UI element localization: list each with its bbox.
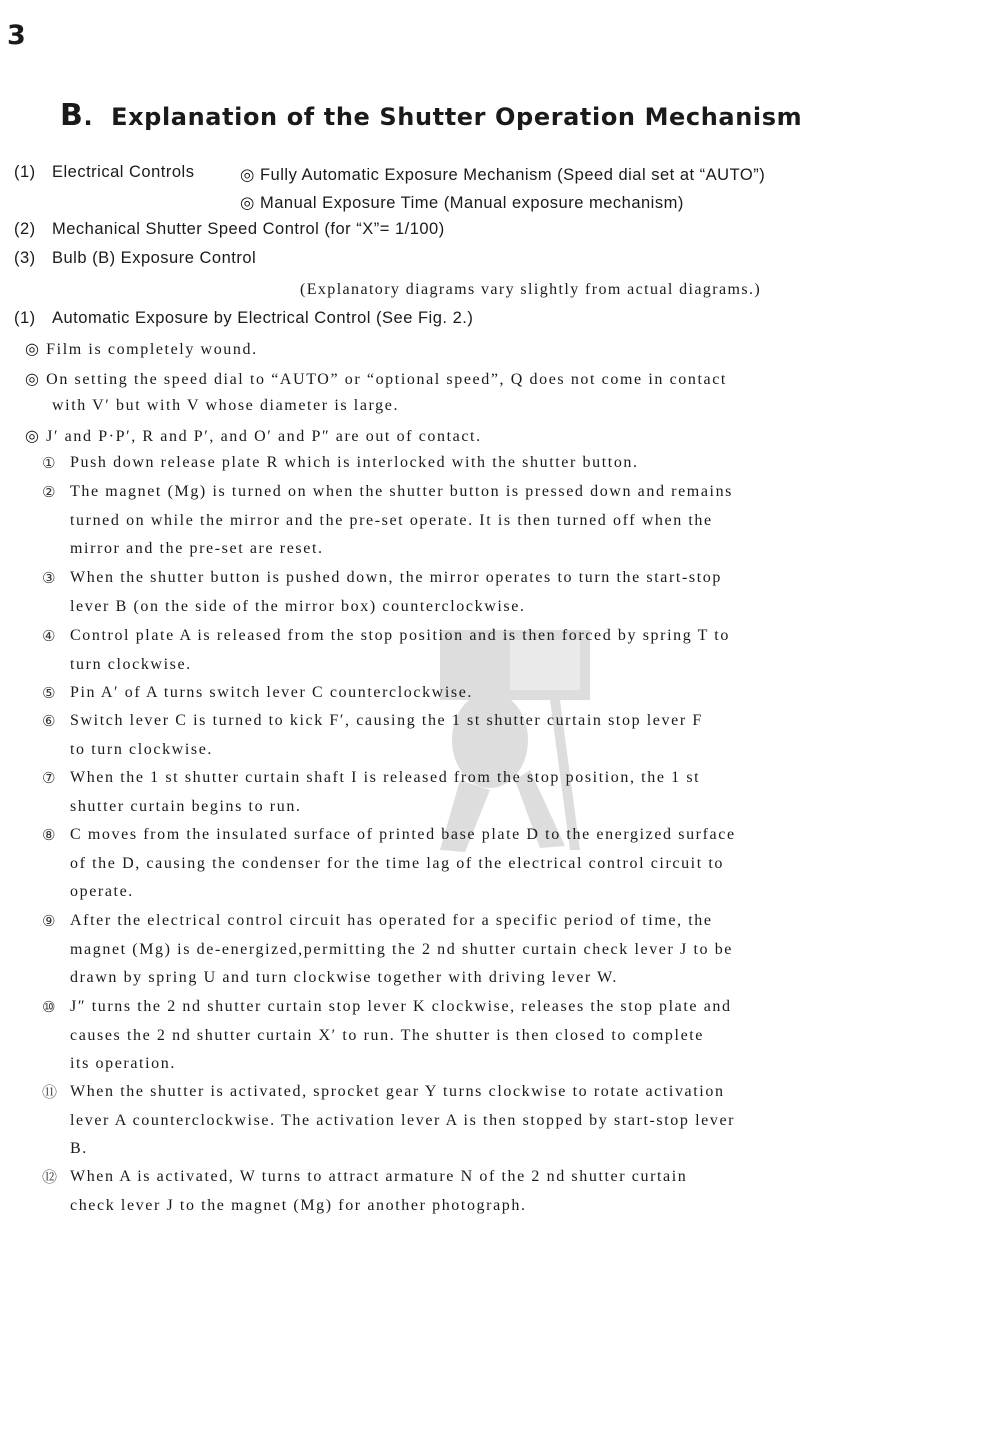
- step-line: lever A counterclockwise. The activation lever A is then stopped by start-stop lever: [70, 1111, 736, 1129]
- step-line: Control plate A is released from the stop position and is then forced by spring T to: [70, 627, 730, 644]
- step-marker: ⑫: [42, 1168, 59, 1186]
- step-line: turn clockwise.: [70, 655, 192, 673]
- step-line: When the shutter button is pushed down, the mirror operates to turn the start-stop: [70, 569, 722, 586]
- step-marker: ⑤: [42, 684, 58, 702]
- step-line: When A is activated, W turns to attract armature N of the 2 nd shutter curtain: [70, 1168, 688, 1185]
- step-marker: ⑥: [42, 712, 58, 730]
- step-marker: ⑪: [42, 1083, 59, 1101]
- step-line: After the electrical control circuit has operated for a specific period of time, the: [70, 912, 713, 929]
- step-line: its operation.: [70, 1055, 176, 1073]
- step-marker: ②: [42, 483, 58, 501]
- step-marker: ⑩: [42, 998, 58, 1016]
- step-marker: ①: [42, 454, 58, 472]
- step-line: C moves from the insulated surface of printed base plate D to the energized surface: [70, 826, 736, 843]
- step-line: check lever J to the magnet (Mg) for another photograph.: [70, 1196, 527, 1214]
- step-marker: ⑧: [42, 826, 58, 844]
- step-line: causes the 2 nd shutter curtain X′ to run. The shutter is then closed to complete: [70, 1026, 705, 1044]
- step-line: Switch lever C is turned to kick F′, causing the 1 st shutter curtain stop lever F: [70, 712, 703, 729]
- heading-dot: .: [83, 103, 94, 131]
- toc-number: (3): [14, 249, 36, 267]
- section-title: Automatic Exposure by Electrical Control (See Fig. 2.): [52, 309, 474, 327]
- step-line: turned on while the mirror and the pre-set operate. It is then turned off when the: [70, 511, 713, 529]
- step-marker: ⑨: [42, 912, 58, 930]
- toc-item: Electrical Controls: [52, 163, 195, 181]
- toc-number: (1): [14, 163, 36, 181]
- page-number: 3: [7, 20, 26, 51]
- section-number: (1): [14, 309, 36, 327]
- step-line: to turn clockwise.: [70, 740, 213, 758]
- step-line: Pin A′ of A turns switch lever C counterclockwise.: [70, 684, 474, 701]
- step-line: of the D, causing the condenser for the time lag of the electrical control circuit to: [70, 854, 725, 872]
- condition-item: ◎ J′ and P·P′, R and P′, and O′ and P″ are out of contact.: [25, 428, 482, 445]
- step-line: shutter curtain begins to run.: [70, 797, 302, 815]
- toc-subitem: ◎ Manual Exposure Time (Manual exposure mechanism): [240, 194, 684, 212]
- toc-subitem: ◎ Fully Automatic Exposure Mechanism (Speed dial set at “AUTO”): [240, 166, 766, 184]
- condition-item: with V′ but with V whose diameter is large.: [52, 397, 400, 414]
- step-line: lever B (on the side of the mirror box) counterclockwise.: [70, 597, 526, 615]
- toc-number: (2): [14, 220, 36, 238]
- step-line: When the shutter is activated, sprocket gear Y turns clockwise to rotate activation: [70, 1083, 725, 1100]
- step-line: Push down release plate R which is interlocked with the shutter button.: [70, 454, 639, 471]
- toc-item: Mechanical Shutter Speed Control (for “X”= 1/100): [52, 220, 445, 238]
- step-line: magnet (Mg) is de-energized,permitting the 2 nd shutter curtain check lever J to be: [70, 940, 733, 958]
- toc-item: Bulb (B) Exposure Control: [52, 249, 257, 267]
- condition-item: ◎ On setting the speed dial to “AUTO” or “optional speed”, Q does not come in contact: [25, 371, 727, 388]
- step-line: When the 1 st shutter curtain shaft I is released from the stop position, the 1 st: [70, 769, 701, 786]
- section-heading: [60, 98, 802, 133]
- step-line: The magnet (Mg) is turned on when the shutter button is pressed down and remains: [70, 483, 733, 500]
- heading-title: Explanation of the Shutter Operation Mechanism: [111, 103, 803, 131]
- step-line: B.: [70, 1140, 88, 1158]
- step-line: operate.: [70, 883, 134, 901]
- step-marker: ③: [42, 569, 58, 587]
- step-line: drawn by spring U and turn clockwise together with driving lever W.: [70, 969, 618, 987]
- condition-item: ◎ Film is completely wound.: [25, 341, 258, 358]
- step-marker: ④: [42, 627, 58, 645]
- diagram-note: (Explanatory diagrams vary slightly from actual diagrams.): [300, 281, 762, 298]
- step-line: mirror and the pre-set are reset.: [70, 540, 324, 558]
- step-marker: ⑦: [42, 769, 58, 787]
- heading-letter: B: [60, 98, 84, 133]
- step-line: J″ turns the 2 nd shutter curtain stop lever K clockwise, releases the stop plate and: [70, 998, 732, 1015]
